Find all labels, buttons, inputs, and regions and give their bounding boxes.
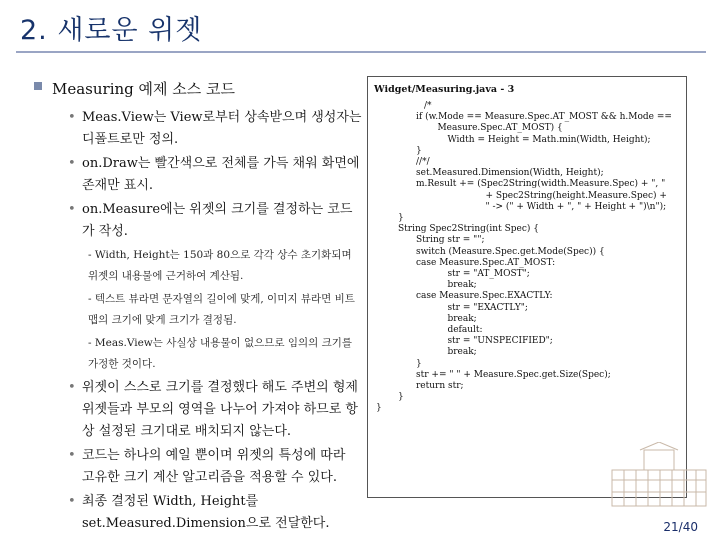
code-line: str = "AT_MOST"; xyxy=(436,269,530,280)
code-body xyxy=(368,101,686,415)
bullet-text: on.Draw는 빨간색으로 전체를 가득 채워 화면에 존재만 표시. xyxy=(82,156,360,193)
bullet-dot-icon: • xyxy=(68,110,76,125)
page-number: 21/40 xyxy=(663,520,698,534)
bullet-item xyxy=(68,491,362,535)
code-line: } xyxy=(416,145,422,156)
code-line: str = "EXACTLY"; xyxy=(436,302,528,313)
code-line: case Measure.Spec.AT_MOST: xyxy=(416,257,556,268)
code-line: String str = ""; xyxy=(416,235,485,246)
code-line: } xyxy=(416,358,422,369)
code-line: String Spec2String(int Spec) { xyxy=(398,224,539,235)
bullet-text: on.Measure에는 위젯의 크기를 결정하는 코드가 작성. xyxy=(82,202,353,239)
code-line: return str; xyxy=(416,381,464,392)
code-line: break; xyxy=(436,313,477,324)
code-line: /* xyxy=(424,101,432,111)
code-line: //*/ xyxy=(416,157,430,168)
bullet-item xyxy=(68,377,362,443)
building-watermark-icon xyxy=(604,442,714,510)
code-line: set.Measured.Dimension(Width, Height); xyxy=(416,168,604,179)
code-panel xyxy=(367,76,687,498)
code-line: str += " " + Measure.Spec.get.Size(Spec); xyxy=(416,369,611,380)
code-line: Measure.Spec.AT_MOST) { xyxy=(426,123,563,134)
bullet-text: 위젯이 스스로 크기를 결정했다 해도 주변의 형제 위젯들과 부모의 영역을 나누어 가져야 하므로 항상 설정된 크기대로 배치되지 않는다. xyxy=(82,380,358,439)
bullet-item xyxy=(68,199,362,243)
bullet-text: 코드는 하나의 예일 뿐이며 위젯의 특성에 따라 고유한 크기 계산 알고리즘을 적용할 수 있다. xyxy=(82,448,346,485)
bullet-dot-icon: • xyxy=(68,448,76,463)
bullet-item xyxy=(68,153,362,197)
code-line: if (w.Mode == Measure.Spec.AT_MOST && h.Mode == xyxy=(416,112,672,123)
main-heading xyxy=(52,78,362,99)
code-line: break; xyxy=(436,347,477,358)
code-line: default: xyxy=(436,325,483,336)
code-line: case Measure.Spec.EXACTLY: xyxy=(416,291,553,302)
code-line: m.Result += (Spec2String(width.Measure.Spec) + ", " xyxy=(416,179,666,190)
sub-bullet-item: - Meas.View는 사실상 내용물이 없으므로 임의의 크기를 가정한 것이다. xyxy=(88,337,353,370)
bullets-container xyxy=(52,107,362,535)
code-line: } xyxy=(398,392,404,403)
code-line: } xyxy=(376,403,382,414)
bullet-dot-icon: • xyxy=(68,380,76,395)
bullet-dot-icon: • xyxy=(68,494,76,509)
slide-title: 2. 새로운 위젯 xyxy=(20,15,203,46)
code-panel-title: Widget/Measuring.java - 3 xyxy=(374,84,515,95)
code-line: " -> (" + Width + ", " + Height + ")\n"); xyxy=(474,201,667,212)
bullet-text: Meas.View는 View로부터 상속받으며 생성자는 디폴트로만 정의. xyxy=(82,110,362,147)
bullet-text: 최종 결정된 Width, Height를 set.Measured.Dimension으로 전달한다. xyxy=(82,494,330,531)
heading-text: Measuring 예제 소스 코드 xyxy=(52,80,236,98)
code-line: } xyxy=(398,213,404,224)
code-line: str = "UNSPECIFIED"; xyxy=(436,336,553,347)
sub-bullet-item: - 텍스트 뷰라면 문자열의 길이에 맞게, 이미지 뷰라면 비트맵의 크기에 맞게 크기가 결정됨. xyxy=(88,293,355,326)
code-line: + Spec2String(height.Measure.Spec) + xyxy=(474,190,667,201)
code-line: break; xyxy=(436,280,477,291)
title-divider xyxy=(16,51,706,53)
code-line: Width = Height = Math.min(Width, Height); xyxy=(436,134,651,145)
code-line: switch (Measure.Spec.get.Mode(Spec)) { xyxy=(416,246,605,257)
bullet-dot-icon: • xyxy=(68,156,76,171)
sub-bullet-item: - Width, Height는 150과 80으로 각각 상수 초기화되며 위젯의 내용물에 근거하여 계산됨. xyxy=(88,249,352,282)
bullet-item xyxy=(68,445,362,489)
square-bullet-icon xyxy=(34,82,42,90)
bullet-item xyxy=(68,107,362,151)
bullet-list xyxy=(52,78,362,537)
bullet-dot-icon: • xyxy=(68,202,76,217)
